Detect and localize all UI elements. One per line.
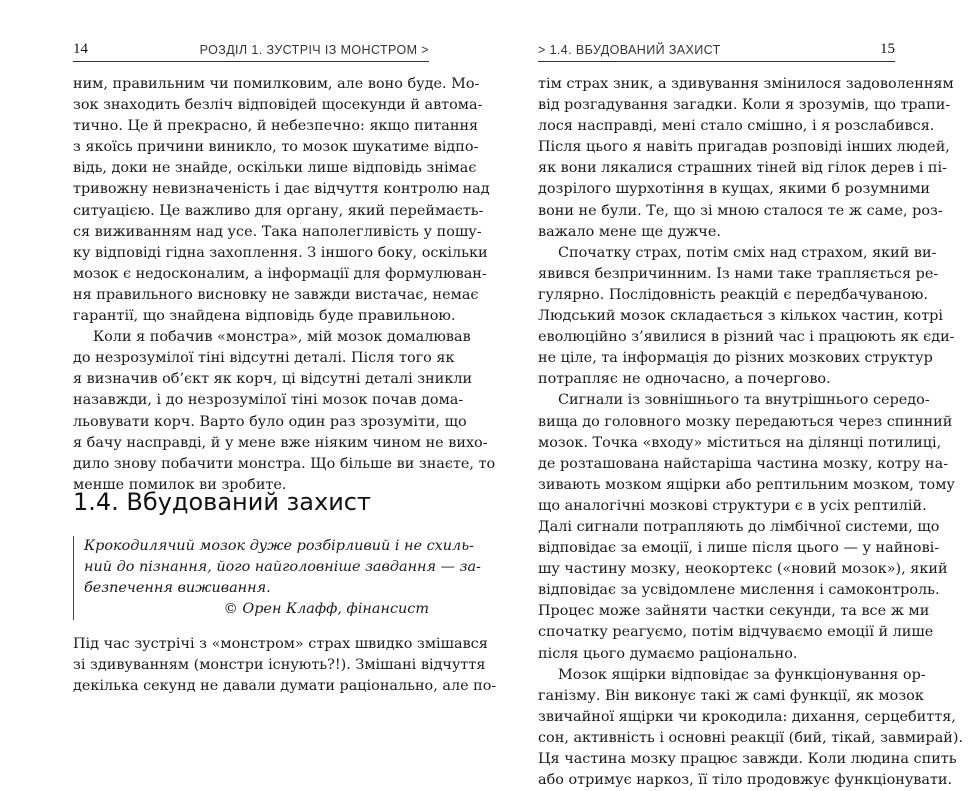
text-line: дило знову побачити монстра. Що більше ви знаєте, то [73,455,496,472]
text-line: від розгадування загадки. Коли я зрозумів, що трапи- [538,97,951,114]
text-line: мозок є недосконалим, а інформації для формулюван- [73,265,487,282]
text-line: з якоїсь причини виникло, то мозок шукатиме відпо- [73,139,479,156]
text-line: потрапляє не одночасно, а почергово. [538,371,831,388]
text-line: явився безпричинним. Із нами таке трапляється ре- [538,265,939,282]
text-line: ним, правильним чи помилковим, але воно буде. Мо- [73,76,480,92]
text-line: Сигнали із зовнішнього та внутрішнього середо- [558,392,930,409]
text-line: що аналогічні мозкові структури є в усіх рептилій. [538,497,927,514]
text-line: зі здивуванням (монстри існують?!). Змішані відчуття [73,657,486,674]
text-line: лося насправді, мені стало смішно, і я розслабився. [538,118,935,135]
text-line: менше помилок ви зробите. [73,476,287,493]
header-rule [538,61,895,62]
epigraph-line: ний до пізнання, його найголовніше завдання — за- [84,559,481,575]
text-line: Процес може зайняти частки секунди, та все ж ми [538,603,930,620]
text-line: Після цього я навіть пригадав розповіді інших людей, [538,139,950,156]
text-line: ся виживанням над усе. Така наполегливість у пошу- [73,223,482,240]
right-page-header [538,40,895,62]
text-line: до незрозумілої тіні відсутні деталі. Після того як [73,350,455,367]
text-line: ня правильного висновку не завжди вистачає, немає [73,286,479,303]
text-line: Ця частина мозку працює завжди. Коли людина спить [538,751,957,767]
text-line: Мозок ящірки відповідає за функціонування ор- [558,666,926,683]
running-head: РОЗДІЛ 1. ЗУСТРІЧ ІЗ МОНСТРОМ > [199,43,429,57]
text-line: гарантії, що знайдена відповідь буде правильною. [73,308,456,325]
epigraph-line: Крокодилячий мозок дуже розбірливий і не схиль- [84,538,474,554]
text-line: Спочатку страх, потім сміх над страхом, який ви- [558,244,937,261]
text-line: Людський мозок складається з кількох частин, котрі [538,308,943,325]
text-line: еволюційно з’явилися в різний час і працюють як єди- [538,329,955,346]
text-line: дозрілого шурхотіння в кущах, якими б розумними [538,181,930,198]
text-line: льовувати корч. Варто було один раз зрозуміти, що [73,413,467,430]
epigraph-line: безпечення виживання. [84,580,271,596]
body-text-continued [73,634,497,697]
text-line: ганізму. Він виконує такі ж самі функції, як мозок [538,687,924,704]
text-line: шу частину мозку, неокортекс («новий мозок»), який [538,561,948,578]
body-text [73,74,496,496]
text-line: після цього думаємо раціонально. [538,645,798,662]
text-line: Під час зустрічі з «монстром» страх швидко змішався [73,636,488,652]
text-line: ситуацією. Це важливо для органу, який переймаєть- [73,202,484,219]
text-line: зивають мозком ящірки або рептильним мозком, тому [538,476,955,493]
epigraph [73,536,481,620]
text-line: тривожну невизначеність і дає відчуття контролю над [73,181,490,198]
text-line: сон, активність і основні реакції (бий, тікай, завмирай). [538,729,964,746]
text-line: назавжди, і до незрозумілої тіні мозок почав дома- [73,392,464,409]
text-line: зок знаходить безліч відповідей щосекунди й автома- [73,97,483,114]
text-line: як вони лякалися страшних тіней від гілок дерев і пі- [538,160,947,177]
text-line: або отримує наркоз, її тіло продовжує функціонувати. [538,772,953,789]
right-page [538,0,964,789]
epigraph-text [84,536,481,599]
text-line: я бачу насправді, й у мене вже ніяким чином не вихо- [73,434,488,451]
text-line: гулярно. Послідовність реакцій є передбачуваною. [538,286,929,303]
text-line: Далі сигнали потрапляють до лімбічної системи, що [538,518,940,535]
text-line: тім страх зник, а здивування змінилося задоволенням [538,76,954,92]
epigraph-author: © Орен Клафф, фінансист [223,601,429,617]
text-line: мозок. Точка «входу» міститься на ділянці потилиці, [538,434,942,451]
text-line: я визначив об’єкт як корч, ці відсутні деталі зникли [73,371,473,388]
text-line: відповідає за усвідомлене мислення і самоконтроль. [538,582,940,599]
section-title: 1.4. Вбудований захист [73,488,371,516]
text-line: важало мене ще дужче. [538,223,721,240]
text-line: Коли я побачив «монстра», мій мозок домалював [93,329,471,346]
text-line: де розташована найстаріша частина мозку, котру на- [538,455,949,472]
text-line: спочатку реагуємо, потім відчуваємо емоції й лише [538,624,934,641]
text-line: звичайної ящірки чи крокодила: дихання, серцебиття, [538,708,956,725]
left-page [73,0,497,746]
text-line: не ціле, та інформація до різних мозкових структур [538,350,933,367]
text-line: вища до головного мозку передаються через спинний [538,413,953,430]
text-line: декілька секунд не давали думати раціонально, але по- [73,678,497,695]
text-line: ку відповіді гідна захоплення. З іншого боку, оскільки [73,244,488,261]
text-line: відь, доки не знайде, оскільки лише відповідь знімає [73,160,477,177]
text-line: вони не були. Те, що зі мною сталося те ж саме, роз- [538,202,943,219]
page-number: 15 [880,41,895,57]
header-rule [73,61,429,62]
text-line: тично. Це й прекрасно, й небезпечно: якщо питання [73,118,479,135]
text-line: відповідає за емоції, і лише після цього — у найнові- [538,540,940,557]
page-number: 14 [73,41,88,57]
body-text [538,74,964,791]
left-page-header [73,40,429,62]
running-head: > 1.4. ВБУДОВАНИЙ ЗАХИСТ [538,43,721,57]
